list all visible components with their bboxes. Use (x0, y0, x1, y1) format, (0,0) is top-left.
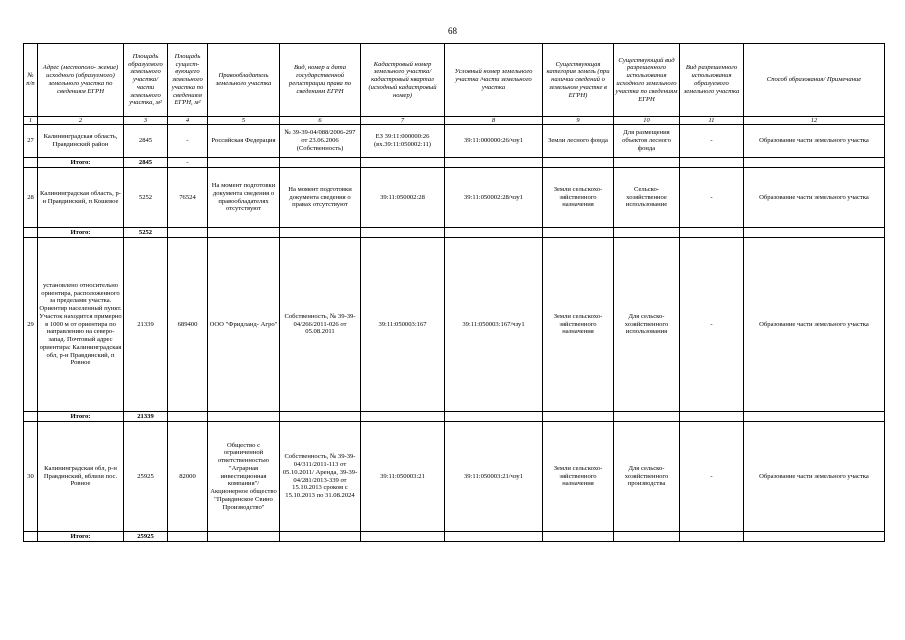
total-existing (168, 228, 208, 238)
conditional-number-cell: 39:11:000000:26/чзу1 (445, 125, 543, 158)
conditional-number-cell: 39:11:050002:28/чзу1 (445, 168, 543, 228)
total-row (24, 228, 885, 238)
existing-use-cell: Для размещения объектов лесного фонда (614, 125, 680, 158)
land-plots-table (23, 43, 885, 542)
owner-cell: На момент подготовки документа сведения о правообладателях отсутствуют (208, 168, 280, 228)
column-number: 9 (543, 117, 614, 125)
table-row (24, 125, 885, 158)
column-number: 6 (280, 117, 361, 125)
header-cell: Способ образования/ Примечание (744, 44, 885, 117)
existing-use-cell: Сельско- хозяйственное использование (614, 168, 680, 228)
owner-cell: Российская Федерация (208, 125, 280, 158)
address-cell: установлено относительно ориентира, расположенного за пределами участка. Ориентир населенный пункт. Участок находится примерно в 1000 м от ориентира по направлению на северо-запад. Почтовый адрес ориентира: Калининградская обл, р-н Правдинский, п Ровное (38, 238, 124, 412)
area-existing-cell: 76524 (168, 168, 208, 228)
total-label: Итого: (38, 412, 124, 422)
total-existing: - (168, 158, 208, 168)
owner-cell: ООО "Фридланд- Агро" (208, 238, 280, 412)
total-row (24, 532, 885, 542)
cadastral-number-cell: 39:11:050002:28 (361, 168, 445, 228)
total-existing (168, 532, 208, 542)
new-use-cell: - (680, 422, 744, 532)
row-number: 29 (24, 238, 38, 412)
column-number: 10 (614, 117, 680, 125)
total-area: 21339 (124, 412, 168, 422)
new-use-cell: - (680, 168, 744, 228)
conditional-number-cell: 39:11:050003:21/чзу1 (445, 422, 543, 532)
column-number: 5 (208, 117, 280, 125)
row-number: 28 (24, 168, 38, 228)
area-existing-cell: - (168, 125, 208, 158)
header-cell: Площадь образуемого земельного участка/ части земельного участка, м² (124, 44, 168, 117)
total-label: Итого: (38, 228, 124, 238)
header-cell: Существующий вид разрешенного использования исходного земельного участка по сведениям ЕГРН (614, 44, 680, 117)
area-new-cell: 2845 (124, 125, 168, 158)
land-category-cell: Земли сельскохо- зяйственного назначения (543, 238, 614, 412)
method-cell: Образование части земельного участка (744, 125, 885, 158)
existing-use-cell: Для сельско- хозяйственного производства (614, 422, 680, 532)
column-number: 11 (680, 117, 744, 125)
row-number: 27 (24, 125, 38, 158)
table-row (24, 238, 885, 412)
new-use-cell: - (680, 125, 744, 158)
new-use-cell: - (680, 238, 744, 412)
column-number-row (24, 117, 885, 125)
page-number: 68 (448, 26, 457, 36)
total-area: 2845 (124, 158, 168, 168)
header-cell: Существующая категория земель (при наличии сведений о земельном участке в ЕГРН) (543, 44, 614, 117)
method-cell: Образование части земельного участка (744, 238, 885, 412)
header-cell: Кадастровый номер земельного участка/ кадастровый квартал (исходный кадастровый номер) (361, 44, 445, 117)
total-area: 25925 (124, 532, 168, 542)
land-category-cell: Земли сельскохо- зяйственного назначения (543, 168, 614, 228)
land-category-cell: Земли сельскохо- зяйственного назначения (543, 422, 614, 532)
column-number: 4 (168, 117, 208, 125)
method-cell: Образование части земельного участка (744, 168, 885, 228)
total-existing (168, 412, 208, 422)
header-cell: № п/п (24, 44, 38, 117)
header-cell: Правообладатель земельного участка (208, 44, 280, 117)
column-number: 12 (744, 117, 885, 125)
address-cell: Калининградская обл, р-н Правдинский, вблизи пос. Ровное (38, 422, 124, 532)
header-cell: Условный номер земельного участка /части земельного участка (445, 44, 543, 117)
column-number: 2 (38, 117, 124, 125)
conditional-number-cell: 39:11:050003:167/чзу1 (445, 238, 543, 412)
cadastral-number-cell: 39:11:050003:21 (361, 422, 445, 532)
column-number: 7 (361, 117, 445, 125)
header-cell: Площадь сущест- вующего земельного участка по сведениям ЕГРН, м² (168, 44, 208, 117)
cadastral-number-cell: ЕЗ 39:11:000000:26 (вх.39:11:050002:11) (361, 125, 445, 158)
registration-cell: Собственность, № 39-39-04/266/2011-026 от 05.08.2011 (280, 238, 361, 412)
header-cell: Вид разрешенного использования образуемого земельного участка (680, 44, 744, 117)
column-number: 3 (124, 117, 168, 125)
table-row (24, 422, 885, 532)
total-row (24, 412, 885, 422)
area-new-cell: 5252 (124, 168, 168, 228)
total-area: 5252 (124, 228, 168, 238)
row-number: 30 (24, 422, 38, 532)
address-cell: Калининградская область, р-н Правдинский, п Кошевое (38, 168, 124, 228)
cadastral-number-cell: 39:11:050003:167 (361, 238, 445, 412)
table-row (24, 168, 885, 228)
header-cell: Вид, номер и дата государственной регистрации права по сведениям ЕГРН (280, 44, 361, 117)
owner-cell: Общество с ограниченной ответственностью "Аграрная инвестиционная компания"/ Акционерное общество "Правдинское Свино Производство" (208, 422, 280, 532)
address-cell: Калининградская область, Правдинский район (38, 125, 124, 158)
area-existing-cell: 689400 (168, 238, 208, 412)
registration-cell: Собственность, № 39-39-04/311/2011-113 от 05.10.2011/ Аренда, 39-39-04/281/2013-339 от 15.10.2013 сроком с 15.10.2013 по 31.08.2024 (280, 422, 361, 532)
total-label: Итого: (38, 158, 124, 168)
total-label: Итого: (38, 532, 124, 542)
total-row (24, 158, 885, 168)
area-new-cell: 21339 (124, 238, 168, 412)
registration-cell: № 39-39-04/088/2006-297 от 23.06.2006 (Собственность) (280, 125, 361, 158)
method-cell: Образование части земельного участка (744, 422, 885, 532)
registration-cell: На момент подготовки документа сведения о правах отсутствуют (280, 168, 361, 228)
land-category-cell: Земли лесного фонда (543, 125, 614, 158)
column-number: 8 (445, 117, 543, 125)
existing-use-cell: Для сельско- хозяйственного использования (614, 238, 680, 412)
area-existing-cell: 82000 (168, 422, 208, 532)
table-header-row (24, 44, 885, 117)
column-number: 1 (24, 117, 38, 125)
header-cell: Адрес (местополо- жение) исходного (образуемого) земельного участка по сведениям ЕГРН (38, 44, 124, 117)
area-new-cell: 25925 (124, 422, 168, 532)
